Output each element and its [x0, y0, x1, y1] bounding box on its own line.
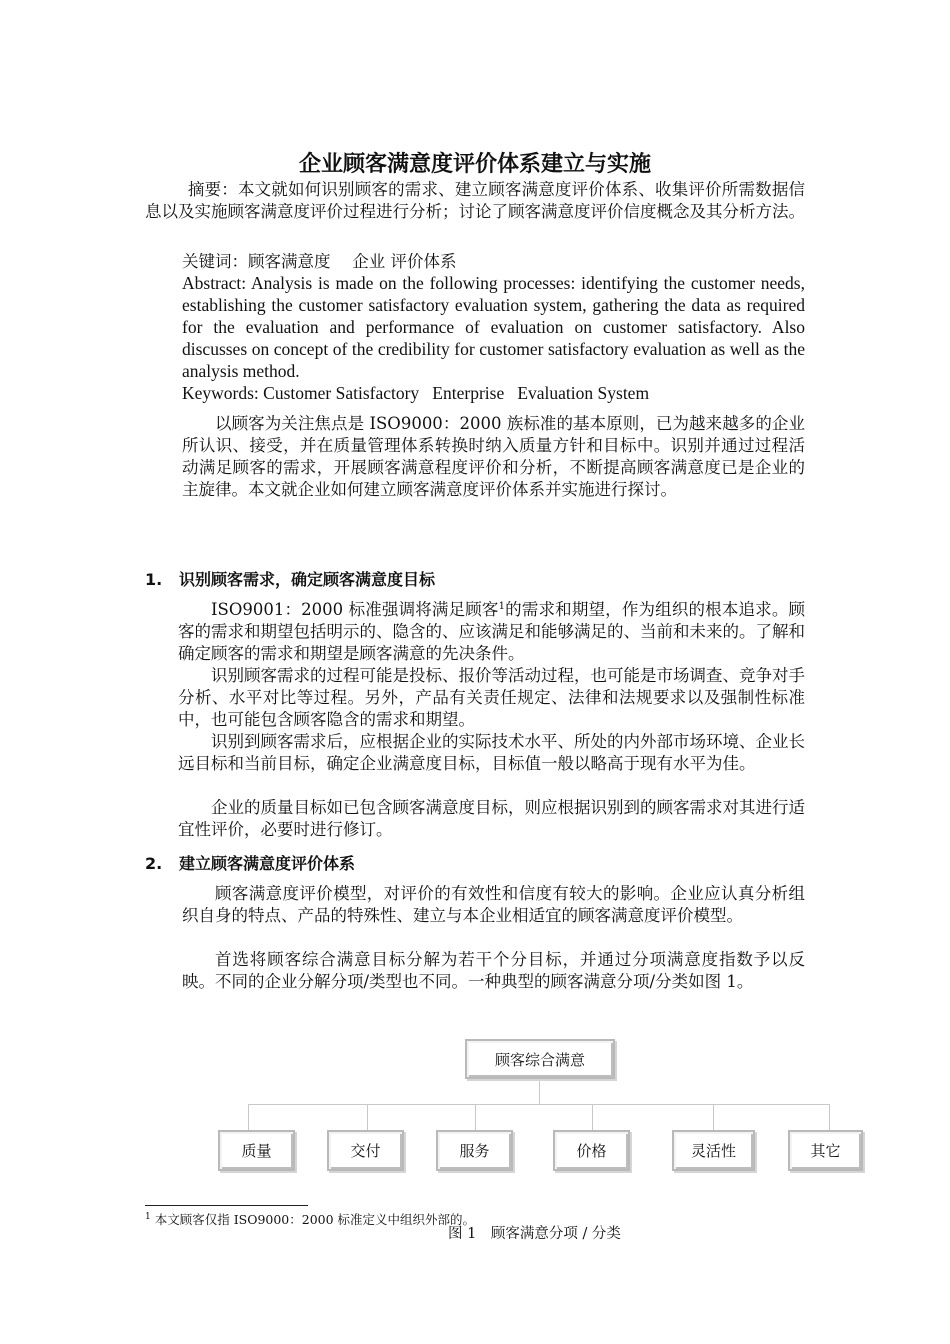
section-1-title: 识别顾客需求，确定顾客满意度目标: [179, 570, 436, 589]
abstract-en: Abstract: Analysis is made on the following processes: identifying the customer needs, establishing the customer satisfactory evaluation system, gathering the data as required for the evaluation and performance of evaluation on customer satisfactory. Also discusses on concept of the credibility for customer satisfactory evaluation as well as the analysis method.: [182, 273, 805, 381]
section-1-number: 1.: [145, 570, 163, 589]
intro-paragraph: 以顾客为关注焦点是 ISO9000：2000 族标准的基本原则，已为越来越多的企业所认识、接受，并在质量管理体系转换时纳入质量方针和目标中。识别并通过过程活动满足顾客的需求，开展顾客满意程度评价和分析，不断提高顾客满意度已是企业的主旋律。本文就企业如何建立顾客满意度评价体系并实施进行探讨。: [182, 414, 805, 499]
section-1-paragraph-1: [178, 599, 805, 665]
connector-child-5: [713, 1104, 714, 1130]
keywords-cn: 关键词：顾客满意度 企业 评价体系: [182, 252, 457, 271]
section-1-paragraph-2: 识别顾客需求的过程可能是投标、报价等活动过程，也可能是市场调查、竞争对手分析、水平对比等过程。另外，产品有关责任规定、法律和法规要求以及强制性标准中，也可能包含顾客隐含的需求和期望。: [178, 666, 805, 729]
section-2-paragraph-2: 首选将顾客综合满意目标分解为若干个分目标，并通过分项满意度指数予以反映。不同的企业分解分项/类型也不同。一种典型的顾客满意分项/分类如图 1。: [182, 950, 805, 991]
section-1-paragraph-1-text-a: ISO9001：2000 标准强调将满足顾客: [211, 600, 499, 619]
diagram-child-other: 其它: [788, 1130, 863, 1171]
footnote-text: 本文顾客仅指 ISO9000：2000 标准定义中组织外部的。: [154, 1212, 476, 1227]
page-title: 企业顾客满意度评价体系建立与实施: [298, 151, 651, 177]
footnote: [145, 1212, 475, 1228]
section-2-number: 2.: [145, 854, 163, 873]
section-1-paragraph-4: 企业的质量目标如已包含顾客满意度目标，则应根据识别到的顾客需求对其进行适宜性评价，必要时进行修订。: [178, 798, 805, 839]
section-2-paragraph-1: 顾客满意度评价模型，对评价的有效性和信度有较大的影响。企业应认真分析组织自身的特点、产品的特殊性、建立与本企业相适宜的顾客满意度评价模型。: [182, 884, 805, 925]
section-2-heading: [145, 851, 355, 874]
keywords-en: Keywords: Customer Satisfactory Enterprise Evaluation System: [182, 383, 650, 403]
connector-horizontal: [248, 1104, 829, 1105]
connector-root: [539, 1081, 540, 1104]
diagram-child-price: 价格: [553, 1130, 630, 1171]
connector-child-6: [829, 1104, 830, 1130]
footnote-ref: 1: [498, 601, 505, 612]
section-2-title: 建立顾客满意度评价体系: [179, 854, 356, 873]
diagram-child-service: 服务: [436, 1130, 513, 1171]
diagram-child-delivery: 交付: [327, 1130, 404, 1171]
diagram-root-box: 顾客综合满意: [465, 1039, 615, 1079]
section-1-paragraph-3: 识别到顾客需求后，应根据企业的实际技术水平、所处的内外部市场环境、企业长远目标和当前目标，确定企业满意度目标，目标值一般以略高于现有水平为佳。: [178, 732, 805, 773]
connector-child-1: [248, 1104, 249, 1130]
connector-child-2: [367, 1104, 368, 1130]
section-1-paragraph-1-text-b: 的需求和期望，作为组织的根本追求。顾客的需求和期望包括明示的、隐含的、应该满足和能够满足的、当前和未来的。了解和确定顾客的需求和期望是顾客满意的先决条件。: [178, 600, 806, 663]
footnote-rule: [145, 1205, 308, 1206]
section-1-heading: [145, 567, 435, 590]
diagram-child-quality: 质量: [218, 1130, 295, 1171]
connector-child-4: [592, 1104, 593, 1130]
footnote-mark: 1: [145, 1212, 151, 1222]
diagram-child-flexibility: 灵活性: [672, 1130, 755, 1171]
abstract-cn: 摘要：本文就如何识别顾客的需求、建立顾客满意度评价体系、收集评价所需数据信息以及实施顾客满意度评价过程进行分析；讨论了顾客满意度评价信度概念及其分析方法。: [145, 180, 805, 221]
figure-caption: 图 1 顾客满意分项 / 分类: [448, 1226, 621, 1242]
connector-child-3: [475, 1104, 476, 1130]
